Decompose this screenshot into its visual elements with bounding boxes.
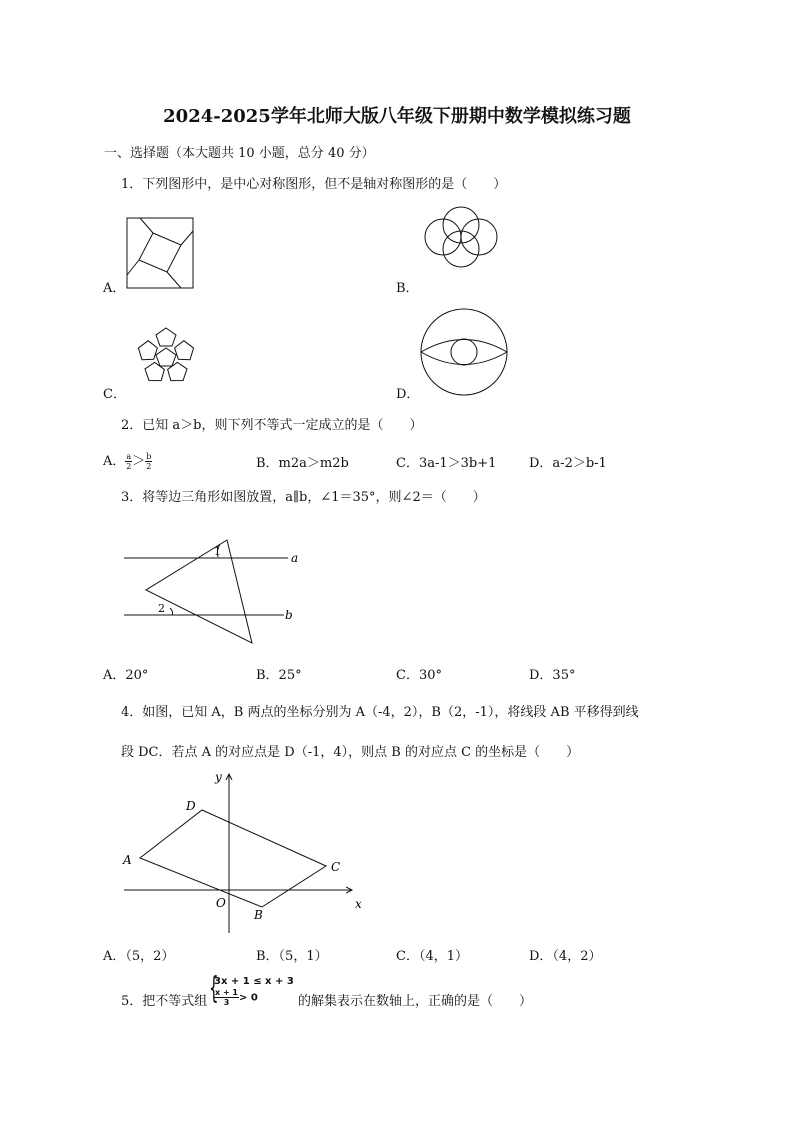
inequality-system bbox=[214, 976, 294, 1007]
q1-option-b: B． bbox=[396, 281, 419, 296]
q4-option-c: C．（4，1） bbox=[396, 949, 468, 964]
point-c-label: C bbox=[331, 860, 341, 874]
q1-option-d: D． bbox=[396, 387, 420, 402]
x-axis-label: x bbox=[355, 897, 362, 911]
q3-figure-triangle-parallel-lines bbox=[120, 538, 305, 648]
q1-figure-a bbox=[126, 217, 194, 289]
q1-option-a: A． bbox=[103, 281, 126, 296]
q4-figure-coordinate-plane bbox=[120, 768, 370, 936]
q1-stem: 1．下列图形中，是中心对称图形，但不是轴对称图形的是（ ） bbox=[121, 177, 507, 192]
y-axis-label: y bbox=[215, 770, 222, 784]
angle-2-label: 2 bbox=[158, 602, 165, 615]
fraction-x-plus-1-over-3: $\frac{x + 1}{3}$ bbox=[215, 988, 238, 1007]
q5-stem-prefix: 5．把不等式组 bbox=[121, 994, 208, 1009]
system-brace: { bbox=[209, 971, 219, 1006]
q4-option-a: A．（5，2） bbox=[103, 949, 175, 964]
point-a-label: A bbox=[123, 853, 132, 867]
q3-option-c: C．30° bbox=[396, 668, 442, 683]
q5-stem-suffix: 的解集表示在数轴上，正确的是（ ） bbox=[298, 994, 533, 1009]
page-title: 2024-2025学年北师大版八年级下册期中数学模拟练习题 bbox=[163, 106, 631, 127]
fraction-a-over-2: $\frac{a}{2}$ bbox=[126, 452, 132, 471]
point-b-label: B bbox=[254, 908, 263, 922]
q4-option-d: D．（4，2） bbox=[529, 949, 602, 964]
q3-option-d: D．35° bbox=[529, 668, 576, 683]
q2-stem: 2．已知 a＞b，则下列不等式一定成立的是（ ） bbox=[121, 418, 423, 433]
fraction-b-over-2: $\frac{b}{2}$ bbox=[146, 452, 152, 471]
q1-option-c: C． bbox=[103, 387, 126, 402]
q2-option-a: A． $\frac{a}{2}$ ＞ $\frac{b}{2}$ bbox=[103, 452, 152, 471]
q2-option-d: D．a-2＞b-1 bbox=[529, 456, 607, 471]
angle-1-label: 1 bbox=[214, 545, 221, 558]
q4-stem-line1: 4．如图，已知 A，B 两点的坐标分别为 A（-4，2），B（2，-1），将线段 AB 平移得到线 bbox=[121, 705, 639, 720]
q3-stem: 3．将等边三角形如图放置，a∥b，∠1＝35°，则∠2＝（ ） bbox=[121, 490, 486, 505]
q1-figure-c bbox=[126, 318, 206, 396]
q1-figure-b bbox=[416, 205, 506, 269]
section-heading: 一、选择题（本大题共 10 小题，总分 40 分） bbox=[104, 146, 375, 161]
q2-option-b: B．m2a＞m2b bbox=[256, 456, 349, 471]
q3-option-b: B．25° bbox=[256, 668, 302, 683]
q4-option-b: B．（5，1） bbox=[256, 949, 328, 964]
origin-label: O bbox=[216, 896, 226, 910]
q1-figure-d bbox=[419, 307, 509, 397]
line-a-label: a bbox=[291, 551, 299, 565]
inequality-2: $\frac{x + 1}{3}$ > 0 bbox=[215, 988, 258, 1007]
point-d-label: D bbox=[186, 799, 196, 813]
q2-option-c: C．3a-1＞3b+1 bbox=[396, 456, 497, 471]
q3-option-a: A．20° bbox=[103, 668, 149, 683]
line-b-label: b bbox=[285, 608, 293, 622]
q4-stem-line2: 段 DC．若点 A 的对应点是 D（-1，4），则点 B 的对应点 C 的坐标是（ ） bbox=[121, 745, 580, 760]
inequality-1: 3x + 1 ≤ x + 3 bbox=[214, 976, 294, 987]
